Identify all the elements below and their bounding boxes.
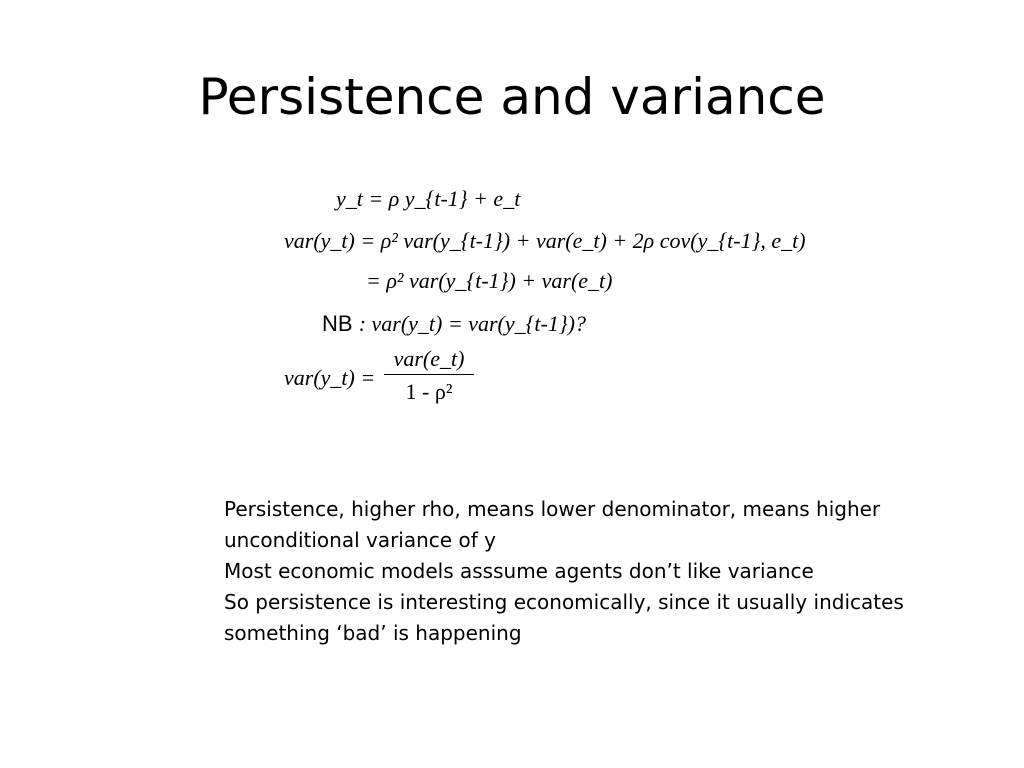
nb-note [322, 311, 586, 337]
equation-variance-expansion: var(y_t) = ρ² var(y_{t-1}) + var(e_t) + 2ρ cov(y_{t-1}, e_t) [284, 228, 806, 253]
body-line: Most economic models asssume agents don’t like variance [224, 559, 814, 583]
equation-ar1: y_t = ρ y_{t-1} + e_t [336, 186, 521, 211]
equation-variance-simplified: = ρ² var(y_{t-1}) + var(e_t) [366, 268, 613, 293]
fraction-denominator: 1 - ρ² [405, 379, 453, 404]
body-text [224, 494, 944, 649]
equation-unconditional-variance [384, 346, 474, 405]
fraction-lhs: var(y_t) = [284, 365, 376, 390]
body-line: So persistence is interesting economically, since it usually indicates something ‘bad’ is happening [224, 590, 904, 645]
nb-equation: : var(y_t) = var(y_{t-1})? [358, 311, 586, 336]
body-line: Persistence, higher rho, means lower denominator, means higher unconditional variance of y [224, 497, 881, 552]
nb-label: NB [322, 311, 353, 336]
fraction-numerator: var(e_t) [393, 346, 465, 371]
slide-title: Persistence and variance [198, 68, 826, 126]
